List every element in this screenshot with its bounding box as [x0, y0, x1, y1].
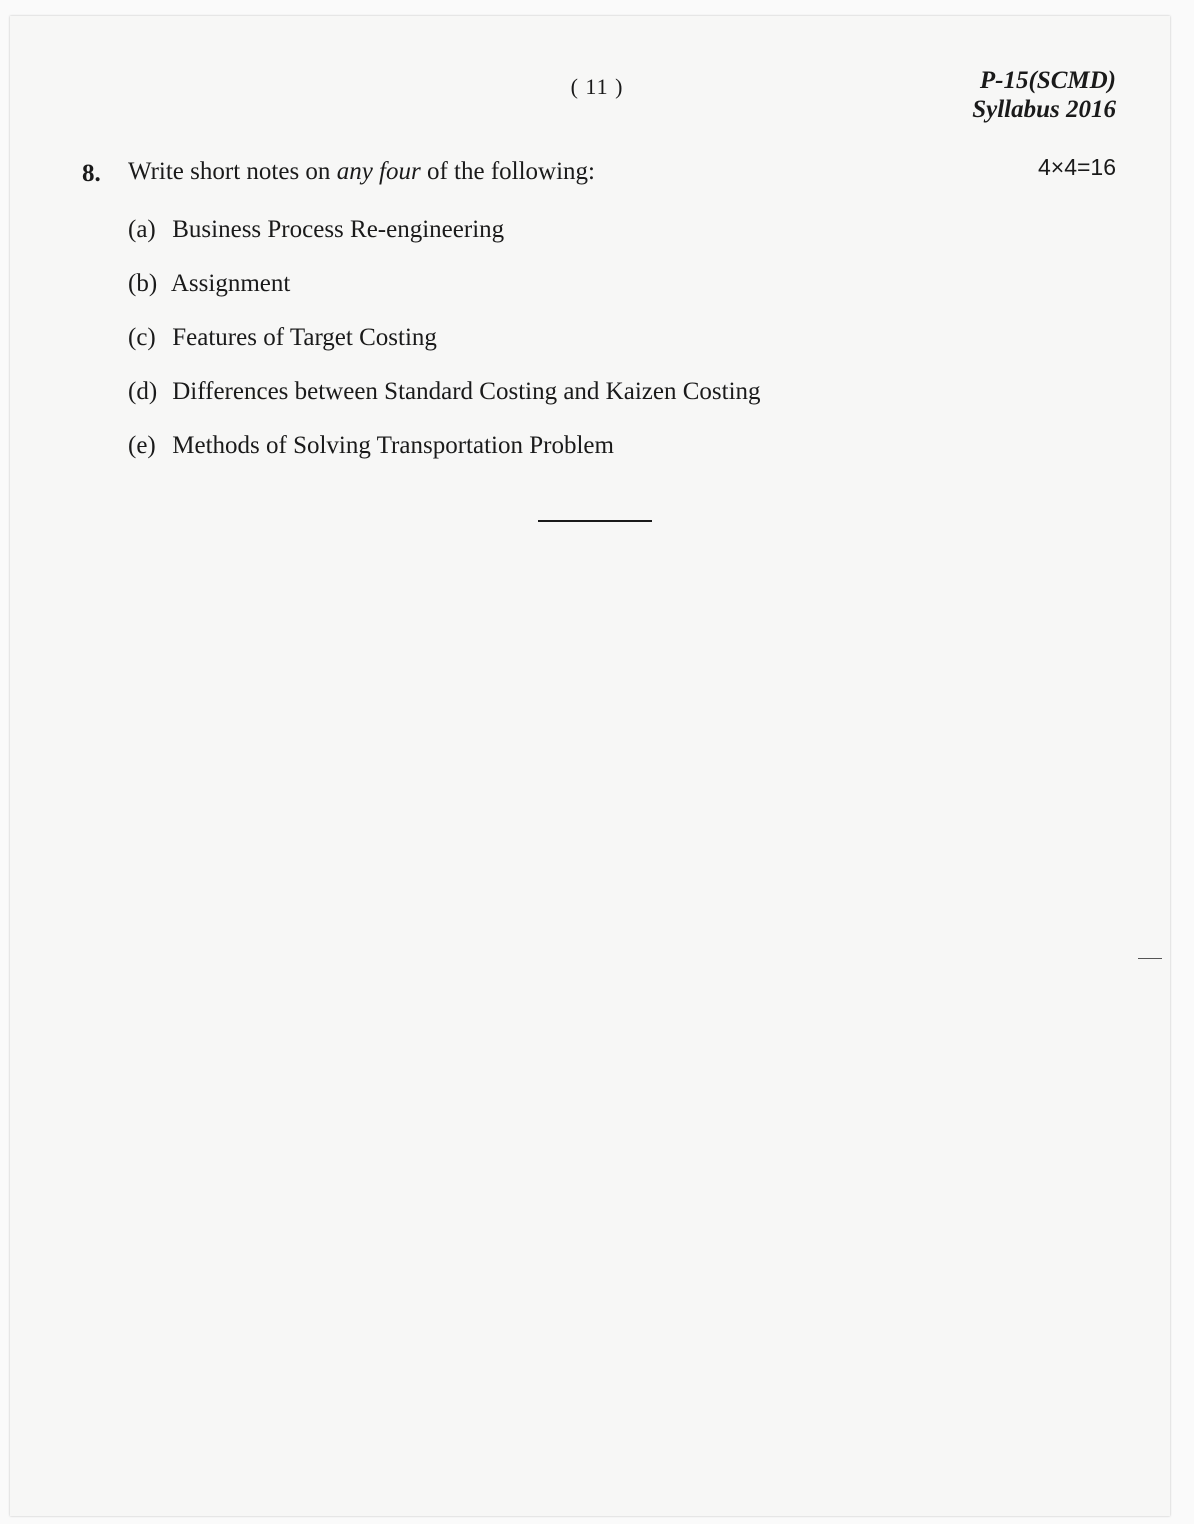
question-text-start: Write short notes on [128, 158, 337, 185]
option-item [128, 322, 761, 376]
question-text-emphasis: any four [336, 158, 421, 185]
option-label: (a) [128, 216, 156, 243]
end-rule [538, 520, 652, 522]
question-text [128, 158, 595, 186]
option-text: Differences between Standard Costing and Kaizen Costing [172, 378, 761, 405]
question-number: 8. [82, 160, 101, 187]
option-text: Features of Target Costing [172, 324, 437, 351]
option-item [128, 268, 761, 322]
option-item [128, 376, 761, 430]
question-marks: 4×4=16 [1037, 154, 1116, 180]
page-number: ( 11 ) [570, 74, 624, 99]
option-label: (c) [128, 324, 156, 351]
option-item [128, 214, 761, 268]
option-text: Assignment [170, 270, 291, 297]
option-label: (b) [128, 270, 158, 297]
option-list [128, 214, 761, 484]
scan-mark [1138, 958, 1162, 959]
syllabus-year: Syllabus 2016 [972, 96, 1116, 123]
option-text: Methods of Solving Transportation Problem [172, 432, 614, 459]
option-item [128, 430, 761, 484]
option-label: (e) [128, 432, 156, 459]
option-label: (d) [128, 378, 158, 405]
paper-code: P-15(SCMD) [979, 67, 1116, 94]
option-text: Business Process Re-engineering [172, 216, 505, 243]
question-text-end: of the following: [420, 158, 595, 185]
paper-code-block [972, 66, 1116, 124]
